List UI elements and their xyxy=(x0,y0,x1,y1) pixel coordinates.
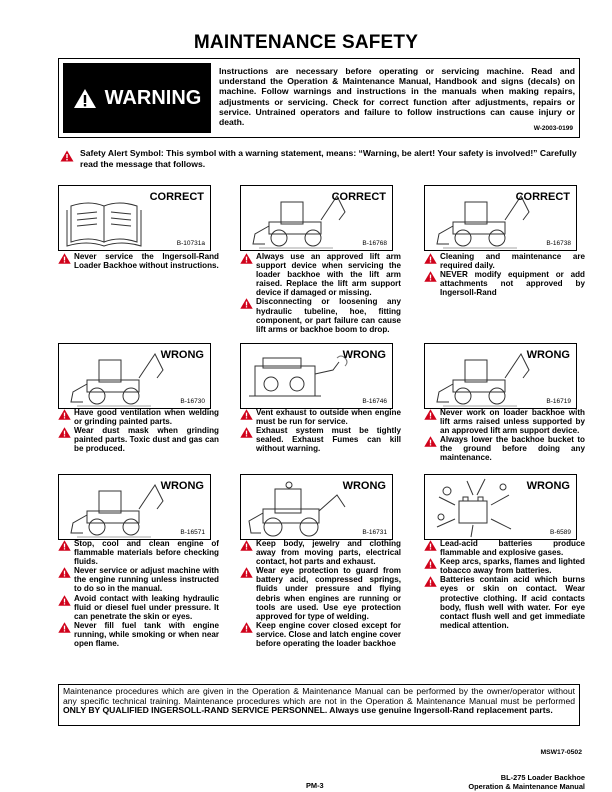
safety-instruction xyxy=(58,252,219,270)
manual-title xyxy=(468,773,585,791)
instruction-text: Never work on loader backhoe with lift arms raised unless supported by an approved lift arm support device. xyxy=(440,408,585,436)
panel-verdict-label: CORRECT xyxy=(149,191,204,203)
instruction-text: Wear dust mask when grinding painted parts. Toxic dust and gas can be produced. xyxy=(74,426,219,454)
instruction-text: Never fill fuel tank with engine running, while smoking or when near open flame. xyxy=(74,620,219,649)
safety-alert-icon xyxy=(58,540,71,551)
manual-name: Operation & Maintenance Manual xyxy=(468,782,585,792)
panel-figure-code: B-16730 xyxy=(180,398,205,405)
battery-explosion-illustration xyxy=(425,475,525,540)
panel-figure-code: B-6589 xyxy=(550,529,571,536)
safety-alert-icon xyxy=(424,253,437,264)
safety-alert-icon xyxy=(240,540,253,551)
safety-alert-icon xyxy=(240,298,253,309)
instruction-text: Vent exhaust to outside when engine must be run for service. xyxy=(256,408,401,427)
instruction-text: Avoid contact with leaking hydraulic fluid or diesel fuel under pressure. It can penetrate the skin or eyes. xyxy=(74,593,219,621)
safety-alert-icon xyxy=(58,567,71,578)
panel-figure-code: B-16738 xyxy=(546,240,571,247)
panel-figure-code: B-16746 xyxy=(362,398,387,405)
engine-illustration xyxy=(241,344,351,409)
safety-instruction xyxy=(240,426,401,453)
safety-instruction xyxy=(58,539,219,566)
safety-instruction xyxy=(240,297,401,333)
instruction-text: Always lower the backhoe bucket to the ground before doing any maintenance. xyxy=(440,435,585,463)
backhoe-illustration xyxy=(59,475,169,540)
safety-alert-icon xyxy=(58,409,71,420)
safety-alert-icon xyxy=(424,576,437,587)
safety-alert-icon xyxy=(58,427,71,438)
model-name: BL-275 Loader Backhoe xyxy=(500,773,585,782)
safety-instruction xyxy=(424,575,585,630)
safety-instructions-5 xyxy=(240,408,401,453)
safety-instruction xyxy=(240,539,401,566)
safety-instruction xyxy=(424,557,585,575)
safety-instructions-3 xyxy=(424,252,585,297)
safety-instruction xyxy=(424,408,585,435)
safety-panel-4 xyxy=(58,343,211,409)
safety-instruction xyxy=(424,252,585,270)
panel-verdict-label: WRONG xyxy=(160,349,204,361)
safety-alert-statement xyxy=(60,148,588,169)
warning-code: W-2003-0199 xyxy=(533,125,573,132)
instruction-text: Exhaust system must be tightly sealed. Exhaust Fumes can kill without warning. xyxy=(256,426,401,454)
safety-alert-icon xyxy=(240,253,253,264)
safety-alert-icon xyxy=(58,622,71,633)
panel-figure-code: B-16571 xyxy=(180,529,205,536)
instruction-text: Cleaning and maintenance are required daily. xyxy=(440,252,585,271)
safety-instruction xyxy=(240,252,401,297)
safety-instruction xyxy=(58,594,219,621)
safety-instruction xyxy=(240,408,401,426)
manual-book-icon xyxy=(59,186,149,251)
instruction-text: Never service the Ingersoll-Rand Loader Backhoe without instructions. xyxy=(74,252,219,271)
warning-triangle-icon xyxy=(73,88,97,109)
instruction-text: NEVER modify equipment or add attachments not approved by Ingersoll-Rand xyxy=(440,270,585,298)
document-code: MSW17-0502 xyxy=(540,749,582,756)
safety-instructions-6 xyxy=(424,408,585,463)
safety-alert-icon xyxy=(424,271,437,282)
instruction-text: Disconnecting or loosening any hydraulic tubeline, hoe, fitting component, or part failure can cause lift arms or backhoe boom to drop. xyxy=(256,297,401,334)
safety-instruction xyxy=(424,270,585,297)
safety-panel-9 xyxy=(424,474,577,540)
safety-instruction xyxy=(424,435,585,462)
instruction-text: Keep engine cover closed except for service. Close and latch engine cover before operating the loader backhoe xyxy=(256,620,401,649)
page-title: MAINTENANCE SAFETY xyxy=(193,32,419,53)
instruction-text: Stop, cool and clean engine of flammable materials before checking fluids. xyxy=(74,539,219,567)
panel-verdict-label: WRONG xyxy=(160,480,204,492)
instruction-text: Always use an approved lift arm support device when servicing the loader backhoe with the lift arm raised. Replace the lift arm support device if damaged or missing. xyxy=(256,252,401,298)
panel-verdict-label: WRONG xyxy=(526,480,570,492)
instruction-text: Keep arcs, sparks, flames and lighted tobacco away from batteries. xyxy=(440,557,585,576)
panel-figure-code: B-10731a xyxy=(176,240,205,247)
warning-label-panel xyxy=(63,63,211,133)
safety-instruction xyxy=(58,426,219,453)
warning-label: WARNING xyxy=(104,86,202,109)
safety-instructions-7 xyxy=(58,539,219,648)
safety-alert-icon xyxy=(58,253,71,264)
safety-alert-icon xyxy=(240,427,253,438)
safety-instruction xyxy=(240,566,401,621)
safety-alert-text: Safety Alert Symbol: This symbol with a warning statement, means: “Warning, be alert! Your safety is involved!” Carefully read the message that follows. xyxy=(80,148,577,169)
safety-panel-7 xyxy=(58,474,211,540)
instruction-text: Have good ventilation when welding or grinding painted parts. xyxy=(74,408,219,427)
safety-instructions-2 xyxy=(240,252,401,334)
safety-alert-icon xyxy=(60,150,74,162)
safety-instructions-8 xyxy=(240,539,401,648)
safety-instruction xyxy=(240,621,401,648)
safety-alert-icon xyxy=(424,436,437,447)
safety-alert-icon xyxy=(240,409,253,420)
safety-alert-icon xyxy=(424,409,437,420)
loader-backhoe-illustration xyxy=(241,475,351,540)
safety-instruction xyxy=(424,539,585,557)
safety-panel-5 xyxy=(240,343,393,409)
panel-figure-code: B-16719 xyxy=(546,398,571,405)
instruction-text: Lead-acid batteries produce flammable and explosive gases. xyxy=(440,539,585,558)
safety-instructions-4 xyxy=(58,408,219,453)
instruction-text: Never service or adjust machine with the engine running unless instructed to do so in the manual. xyxy=(74,566,219,594)
instruction-text: Batteries contain acid which burns eyes or skin on contact. Wear protective clothing. If acid contacts body, flush well with water. For eye contact flush well and get immediate medical attention. xyxy=(440,575,585,630)
safety-alert-icon xyxy=(424,540,437,551)
panel-verdict-label: WRONG xyxy=(342,349,386,361)
safety-instruction xyxy=(58,408,219,426)
safety-panel-3 xyxy=(424,185,577,251)
maintenance-note-bold: ONLY BY QUALIFIED INGERSOLL-RAND SERVICE PERSONNEL. Always use genuine Ingersoll-Rand replacement parts. xyxy=(63,705,553,716)
safety-instruction xyxy=(58,621,219,648)
safety-panel-2 xyxy=(240,185,393,251)
maintenance-note-text: Maintenance procedures which are given in the Operation & Maintenance Manual can be performed by the owner/operator without any specific technical training. Maintenance procedures which are not in the Operation & Maintenance Manual must be performed xyxy=(63,686,575,706)
safety-panel-1 xyxy=(58,185,211,251)
safety-instructions-1 xyxy=(58,252,219,270)
backhoe-illustration xyxy=(425,344,535,409)
maintenance-note xyxy=(58,684,580,726)
safety-alert-icon xyxy=(424,558,437,569)
page-number: PM-3 xyxy=(306,781,324,790)
safety-alert-icon xyxy=(240,622,253,633)
instruction-text: Wear eye protection to guard from battery acid, compressed springs, fluids under pressure and flying debris when engines are running or tools are used. Use eye protection approved for type of welding. xyxy=(256,566,401,621)
safety-panel-6 xyxy=(424,343,577,409)
warning-text: Instructions are necessary before operating or servicing machine. Read and understand the Operation & Maintenance Manual, Handbook and signs (decals) on machine. Follow warnings and instructions in the manuals when making repairs, adjustments or servicing. Check for correct function after adjustments, repairs or service. Untrained operators and failure to follow instructions can cause injury or death. xyxy=(219,66,575,128)
instruction-text: Keep body, jewelry and clothing away from moving parts, electrical contact, hot parts and exhaust. xyxy=(256,539,401,567)
safety-alert-icon xyxy=(58,595,71,606)
panel-figure-code: B-16768 xyxy=(362,240,387,247)
safety-alert-icon xyxy=(240,567,253,578)
panel-verdict-label: WRONG xyxy=(526,349,570,361)
panel-verdict-label: WRONG xyxy=(342,480,386,492)
safety-instruction xyxy=(58,566,219,593)
panel-verdict-label: CORRECT xyxy=(515,191,570,203)
backhoe-illustration xyxy=(59,344,169,409)
safety-panel-8 xyxy=(240,474,393,540)
panel-figure-code: B-16731 xyxy=(362,529,387,536)
panel-verdict-label: CORRECT xyxy=(331,191,386,203)
safety-instructions-9 xyxy=(424,539,585,630)
warning-box xyxy=(58,58,580,138)
